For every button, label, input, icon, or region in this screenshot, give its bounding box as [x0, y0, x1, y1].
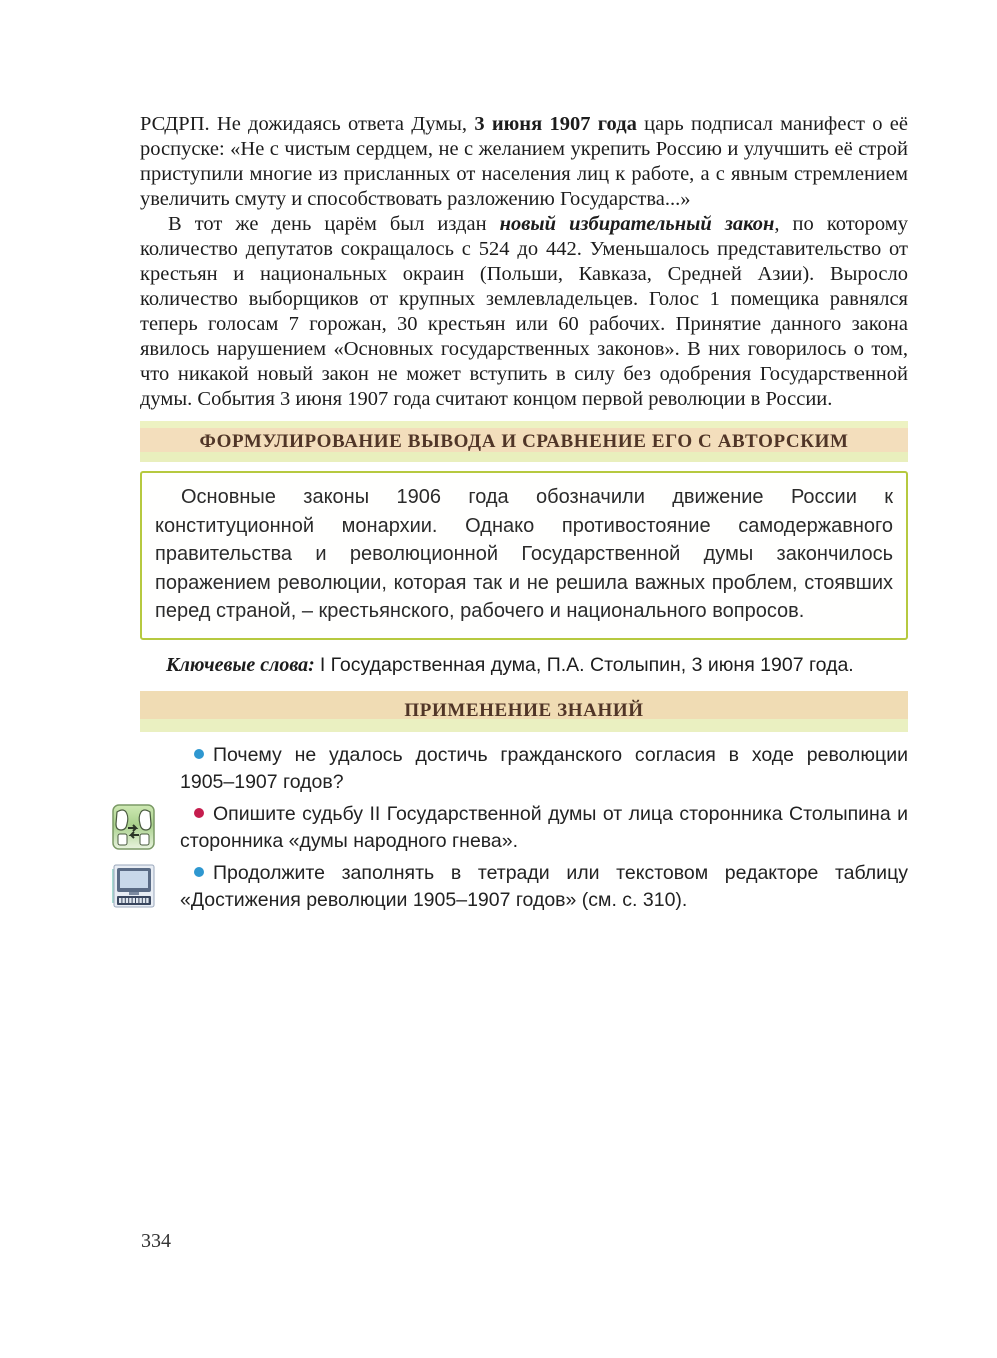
paragraph2-term: новый избирательный закон	[499, 213, 775, 235]
computer-icon	[98, 863, 141, 909]
task-item-2	[140, 801, 908, 856]
task-item-3	[140, 860, 908, 915]
task-list	[140, 742, 908, 915]
conclusion-box-text: Основные законы 1906 года обозначили движение России к конституционной монархии. Однако противостояние самодержавного правительства и революционной Государственной думы закончилось поражением революции, которая так и не решила важных проблем, стоявших перед страной, – крестьянского, рабочего и национального вопросов.	[155, 486, 893, 622]
keywords-line	[140, 652, 908, 678]
section-heading-conclusion	[140, 421, 908, 462]
bullet-dot	[194, 867, 204, 877]
bullet-dot	[194, 808, 204, 818]
paragraph1-post: царь подписал манифест о её роспуске: «Не с чистым сердцем, не с желанием укрепить Россию и улучшить её строй приступили многие из присланных от населения лиц к работе, а с явным стремлением увеличить смуту и способствовать разложению Государства...»	[140, 113, 908, 210]
task-item-2-text: Опишите судьбу II Государственной думы от лица сторонника Столыпина и сторонника «думы народного гнева».	[180, 802, 908, 852]
text-column	[140, 112, 908, 919]
section-heading-apply-knowledge	[140, 691, 908, 732]
paragraph-duma-dissolution	[140, 112, 908, 212]
paragraph2-pre: В тот же день царём был издан	[168, 213, 500, 235]
task-item-1-text: Почему не удалось достичь гражданского согласия в ходе революции 1905–1907 годов?	[180, 743, 908, 793]
task-item-3-text: Продолжите заполнять в тетради или текстовом редакторе таблицу «Достижения революции 1905–1907 годов» (см. с. 310).	[180, 861, 908, 911]
section-heading-conclusion-label: ФОРМУЛИРОВАНИЕ ВЫВОДА И СРАВНЕНИЕ ЕГО С АВТОРСКИМ	[199, 430, 849, 452]
task-item-1	[140, 742, 908, 797]
keywords-label: Ключевые слова:	[166, 653, 315, 676]
discussion-icon	[98, 804, 141, 850]
paragraph1-pre: РСДРП. Не дожидаясь ответа Думы,	[140, 113, 475, 135]
paragraph1-bold-date: 3 июня 1907 года	[474, 113, 637, 135]
page-number: 334	[141, 1230, 171, 1252]
bullet-dot	[194, 749, 204, 759]
section-heading-apply-knowledge-label: ПРИМЕНЕНИЕ ЗНАНИЙ	[404, 700, 644, 721]
paragraph-electoral-law	[140, 212, 908, 412]
keywords-text: I Государственная дума, П.А. Столыпин, 3 июня 1907 года.	[319, 653, 854, 676]
paragraph2-post: , по которому количество депутатов сокращалось с 524 до 442. Уменьшалось представительство от крестьян и национальных окраин (Польши, Кавказа, Средней Азии). Выросло количество выборщиков от крупных землевладельцев. Голос 1 помещика равнялся теперь голосам 7 горожан, 30 крестьян или 60 рабочих. Принятие данного закона явилось нарушением «Основных государственных законов». В них говорилось о том, что никакой новый закон не может вступить в силу без одобрения Государственной думы. События 3 июня 1907 года считают концом первой революции в России.	[140, 213, 909, 410]
conclusion-box	[140, 471, 908, 640]
